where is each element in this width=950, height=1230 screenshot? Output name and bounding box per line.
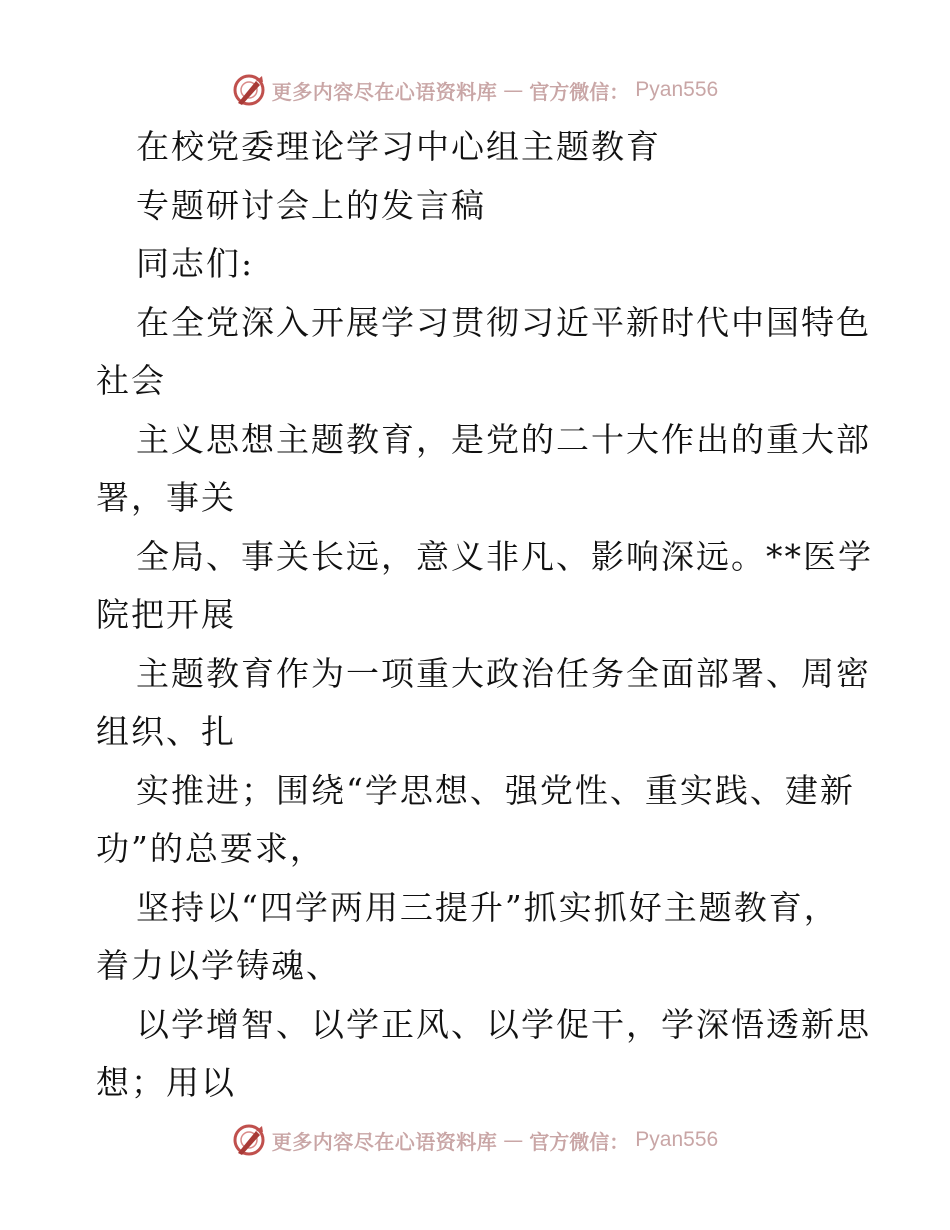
header-watermark [0,70,950,110]
watermark-dash: — [503,1128,524,1152]
document-line: 专题研讨会上的发言稿 [136,185,486,225]
document-line: 主义思想主题教育，是党的二十大作出的重大部 [136,419,871,459]
document-line: 坚持以“四学两用三提升”抓实抓好主题教育， [136,887,839,927]
quill-pen-logo-icon [232,1123,266,1157]
document-line: 在校党委理论学习中心组主题教育 [136,127,661,166]
watermark-text: 更多内容尽在心语资料库 [271,79,498,104]
watermark-wechat-label: 官方微信： [529,1129,630,1154]
document-line: 组织、扎 [96,712,236,751]
document-line: 署，事关 [96,478,236,517]
watermark-wechat-id: Pyan556 [635,1128,719,1151]
watermark-text: 更多内容尽在心语资料库 [271,1129,498,1154]
document-line: 同志们: [136,244,255,283]
document-line: 在全党深入开展学习贯彻习近平新时代中国特色 [136,302,871,342]
watermark-dash: — [503,78,524,102]
document-line: 全局、事关长远，意义非凡、影响深远。**医学 [136,536,873,576]
document-line: 功”的总要求， [96,829,325,868]
document-line: 院把开展 [96,595,236,634]
watermark-wechat-id: Pyan556 [635,78,719,101]
quill-pen-logo-icon [232,73,266,107]
document-line: 以学增智、以学正风、以学促干，学深悟透新思 [136,1004,871,1044]
document-line: 着力以学铸魂、 [96,946,341,985]
document-line: 主题教育作为一项重大政治任务全面部署、周密 [136,653,871,693]
document-body [96,118,873,1113]
document-line: 社会 [96,361,166,400]
document-line: 想；用以 [96,1063,236,1102]
document-line: 实推进；围绕“学思想、强党性、重实践、建新 [136,770,855,810]
watermark-wechat-label: 官方微信： [529,79,630,104]
footer-watermark [0,1120,950,1160]
